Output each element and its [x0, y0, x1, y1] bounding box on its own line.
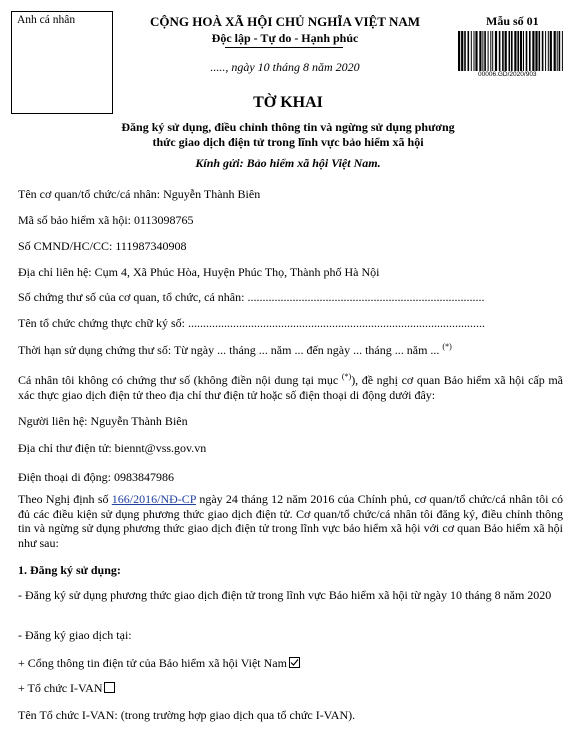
- cert-period-text: Thời hạn sử dụng chứng thư số: Từ ngày ... tháng ... năm ... đến ngày ... tháng ... năm ...: [18, 343, 440, 357]
- portal-checkbox[interactable]: [289, 657, 300, 668]
- field-address: Địa chỉ liên hệ: Cụm 4, Xã Phúc Hòa, Huyện Phúc Thọ, Thành phố Hà Nội: [18, 265, 380, 279]
- subtitle-line-2: thức giao dịch điện tử trong lĩnh vực bảo hiểm xã hội: [152, 135, 424, 149]
- motto-underline: [225, 47, 343, 48]
- ivan-name: Tên Tổ chức I-VAN: (trong trường hợp giao dịch qua tổ chức I-VAN).: [18, 708, 356, 722]
- decree-paragraph: [18, 492, 563, 550]
- option-portal-label: + Cổng thông tin điện tử của Bảo hiểm xã hội Việt Nam: [18, 656, 287, 670]
- no-cert-text-a: Cá nhân tôi không có chứng thư số (không điền nội dung tại mục: [18, 373, 339, 387]
- registration-at: - Đăng ký giao dịch tại:: [18, 628, 132, 642]
- option-ivan: [18, 681, 115, 696]
- form-number: Mẫu số 01: [486, 14, 539, 28]
- subtitle-line-1: Đăng ký sử dụng, điều chỉnh thông tin và ngừng sử dụng phương: [121, 120, 455, 134]
- ivan-checkbox[interactable]: [104, 682, 115, 693]
- field-email: Địa chỉ thư điện tử: biennt@vss.gov.vn: [18, 441, 207, 455]
- document-title: TỜ KHAI: [253, 94, 323, 111]
- cert-period-note: (*): [442, 342, 452, 351]
- decree-link[interactable]: 166/2016/NĐ-CP: [111, 492, 197, 506]
- barcode-text: 00006.GD/2020/903: [478, 71, 537, 78]
- decree-rest: ngày 24 tháng 12 năm 2016 của Chính phủ, cơ quan/tổ chức/cá nhân tôi có đủ các điều kiện sử dụng phương thức giao dịch điện tử. Cơ quan/tổ chức/cá nhân tôi đăng ký, điều chỉnh thông tin và ngừng sử dụng phương thức giao dịch điện tử trong lĩnh vực bảo hiểm xã hội với cơ quan Bảo hiểm xã hội như sau:: [18, 492, 564, 550]
- no-cert-note: (*): [341, 372, 352, 381]
- field-phone: Điện thoại di động: 0983847986: [18, 470, 174, 484]
- registration-text: - Đăng ký sử dụng phương thức giao dịch điện tử trong lĩnh vực Bảo hiểm xã hội từ ngày 10 tháng 8 năm 2020: [18, 588, 552, 602]
- addressee: Kính gửi: Bảo hiểm xã hội Việt Nam.: [195, 156, 381, 170]
- field-cert-no: Số chứng thư số của cơ quan, tổ chức, cá nhân: ...............................................................................: [18, 290, 485, 304]
- section-1-heading: 1. Đăng ký sử dụng:: [18, 563, 121, 577]
- field-cert-org: Tên tổ chức chứng thực chữ ký số: ...................................................................................................: [18, 316, 485, 330]
- field-social-id: Mã số bảo hiểm xã hội: 0113098765: [18, 213, 194, 227]
- option-ivan-label: + Tổ chức I-VAN: [18, 681, 103, 695]
- photo-label: Anh cá nhân: [17, 14, 76, 26]
- field-contact: Người liên hệ: Nguyễn Thành Biên: [18, 414, 188, 428]
- no-cert-text-b: ), đề nghị cơ quan Bảo hiểm xã hội cấp mã xác thực giao dịch điện tử theo địa chỉ thư điện tử hoặc số điện thoại di động dưới đây:: [18, 373, 564, 402]
- field-id-card: Số CMND/HC/CC: 111987340908: [18, 239, 187, 253]
- barcode-icon: [457, 31, 563, 71]
- field-cert-period: [18, 342, 452, 358]
- field-name: Tên cơ quan/tổ chức/cá nhân: Nguyễn Thành Biên: [18, 187, 261, 201]
- decree-prefix: Theo Nghị định số: [18, 492, 109, 506]
- motto: Độc lập - Tự do - Hạnh phúc: [211, 31, 359, 45]
- date-line: ....., ngày 10 tháng 8 năm 2020: [210, 60, 360, 74]
- option-portal: [18, 656, 300, 671]
- no-cert-paragraph: [18, 370, 563, 402]
- nation-title: CỘNG HOÀ XÃ HỘI CHỦ NGHĨA VIỆT NAM: [149, 14, 421, 29]
